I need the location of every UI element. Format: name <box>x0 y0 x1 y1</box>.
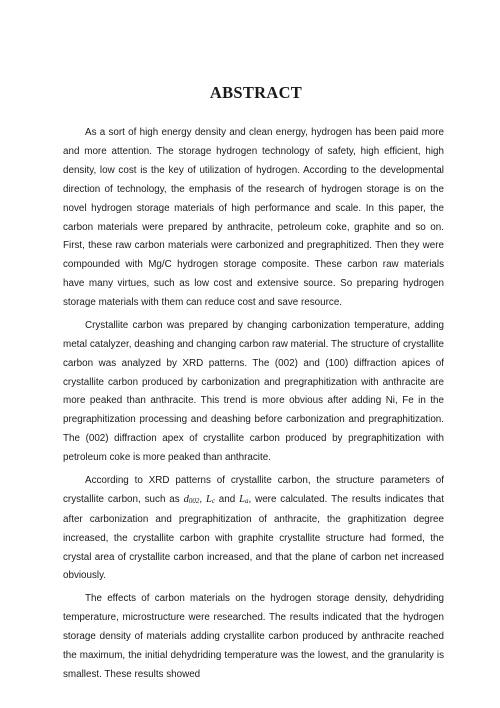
separator-2: and <box>214 493 240 505</box>
lc-subscript: c <box>211 496 215 505</box>
paragraph-3-text-before: According to XRD patterns of crystallite carbon, the structure parameters of crystallite carbon, such as <box>63 474 444 505</box>
d002-symbol: d <box>183 493 189 505</box>
paragraph-1: As a sort of high energy density and clean energy, hydrogen has been paid more and more attention. The storage hydrogen technology of safety, high efficient, high density, low cost is the key of utilization of hydrogen. According to the developmental direction of technology, the emphasis of the research of hydrogen storage is on the novel hydrogen storage materials of high performance and scale. In this paper, the carbon materials were prepared by anthracite, petroleum coke, graphite and so on. First, these raw carbon materials were carbonized and pregraphitized. Then they were compounded with Mg/C hydrogen storage composite. These carbon raw materials have many virtues, such as low cost and extensive source. So preparing hydrogen storage materials with them can reduce cost and save resource. <box>63 127 444 309</box>
paragraph-4: The effects of carbon materials on the hydrogen storage density, dehydriding temperature, microstructure were researched. The results indicated that the hydrogen storage density of materials adding crystallite carbon produced by anthracite reached the maximum, the initial dehydriding temperature was the lowest, and the granularity is smallest. These results showed <box>63 593 444 680</box>
lc-symbol: L <box>205 493 212 505</box>
paragraph-2: Crystallite carbon was prepared by changing carbonization temperature, adding metal catalyzer, deashing and changing carbon raw material. The structure of crystallite carbon was analyzed by XRD patterns. The (002) and (100) diffraction apices of crystallite carbon produced by carbonization and pregraphitization with anthracite are more peaked than anthracite. This trend is more obvious after adding Ni, Fe in the pregraphitization processing and deashing before carbonization and pregraphitization. The (002) diffraction apex of crystallite carbon produced by pregraphitization with petroleum coke is more peaked than anthracite. <box>63 319 444 464</box>
abstract-body <box>63 124 444 685</box>
separator-1: , <box>199 493 206 505</box>
la-symbol: L <box>239 493 245 505</box>
page-title: ABSTRACT <box>209 83 303 102</box>
la-subscript: a <box>244 496 249 505</box>
paragraph-3-text-after: , were calculated. The results indicates that after carbonization and pregraphitization of anthracite, the graphitization degree increased, the crystallite carbon with graphite crystallite structure had formed, the crystal area of crystallite carbon increased, and that the plane of carbon net increased obviously. <box>63 493 444 582</box>
paragraph-3 <box>63 472 444 586</box>
d002-subscript: 002 <box>188 496 200 505</box>
